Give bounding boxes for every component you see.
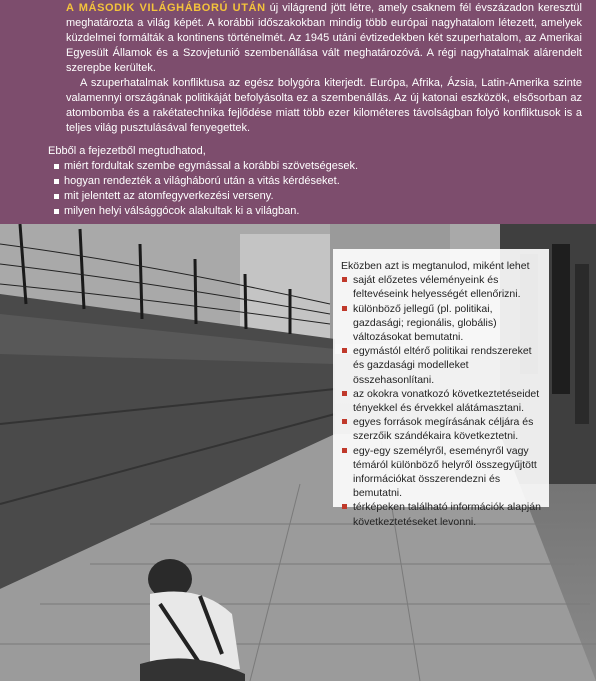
lead-heading: A MÁSODIK VILÁGHÁBORÚ UTÁN [66,2,266,14]
intro-paragraph-1 [66,1,582,76]
goal-item: milyen helyi válsággócok alakultak ki a világban. [48,204,548,219]
chapter-goals [48,144,548,219]
goal-item: mit jelentett az atomfegyverkezési verseny. [48,189,548,204]
skill-item: egymástól eltérő politikai rendszereket és gazdasági modelleket összehasonlítani. [341,344,541,387]
skill-item: saját előzetes véleményeink és feltevéseink helyességét ellenőrizni. [341,273,541,301]
goals-list [48,159,548,219]
skill-item: térképeken található információk alapján következtetéseket levonni. [341,500,541,528]
intro-paragraph-1-text: új világrend jött létre, amely csaknem fél évszázadon keresztül meghatározta a világ képét. A korábbi időszakokban mindig több európai nagyhatalom létezett, amelyek küzdelmei formálták a kontinens történelmét. Az 1945 utáni évtizedekben két szuperhatalom, az Amerikai Egyesült Államok és a Szovjetunió szembenállása vált meghatározóvá. A régi nagyhatalmak alárendelt szerepbe kerültek. [66,2,582,74]
intro-text [66,1,582,136]
skills-box [333,249,549,528]
skill-item: egyes források megírásának céljára és szerzőik szándékaira következtetni. [341,415,541,443]
goal-item: miért fordultak szembe egymással a korábbi szövetségesek. [48,159,548,174]
skills-list [341,273,541,529]
goal-item: hogyan rendezték a világháború után a vitás kérdéseket. [48,174,548,189]
goals-heading: Ebből a fejezetből megtudhatod, [48,145,206,157]
chapter-intro-panel [0,0,596,224]
intro-paragraph-2: A szuperhatalmak konfliktusa az egész bolygóra kiterjedt. Európa, Afrika, Ázsia, Latin-Amerika szinte valamennyi országának politikáját befolyásolta ez a szembenállás. Az új katonai eszközök, elsősorban az atombomba és a rakétatechnika fejlődése miatt több ezer kilométeres távolságban folyó konfliktusok is a teljes világ pusztulásával fenyegettek. [66,77,582,134]
skills-heading: Eközben azt is megtanulod, miként lehet [341,260,530,272]
skill-item: különböző jellegű (pl. politikai, gazdasági; regionális, globális) változásokat bemutatni. [341,302,541,345]
skill-item: az okokra vonatkozó következtetéseidet tényekkel és érvekkel alátámasztani. [341,387,541,415]
skill-item: egy-egy személyről, eseményről vagy témáról különböző helyről összegyűjtött információkat összerendezni és bemutatni. [341,444,541,501]
